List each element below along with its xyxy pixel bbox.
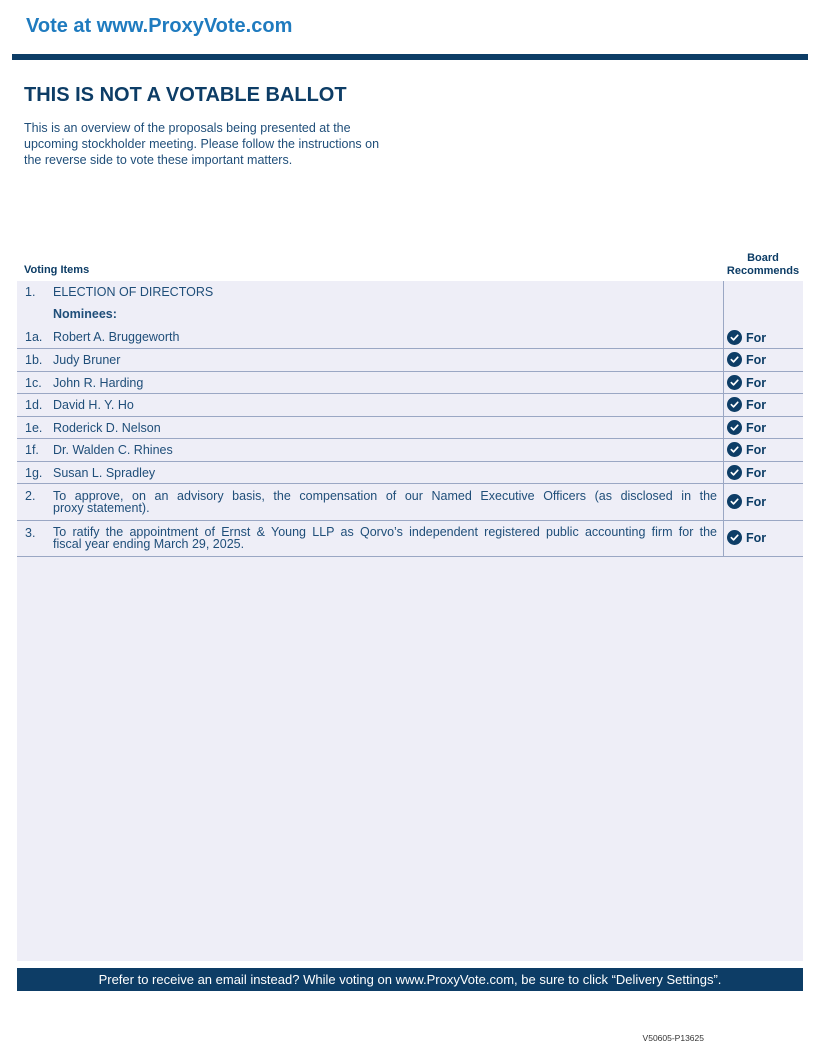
item-text: Robert A. Bruggeworth — [53, 330, 180, 344]
item-text: David H. Y. Ho — [53, 398, 134, 412]
intro-line: This is an overview of the proposals being presented at the — [24, 121, 351, 135]
header-title[interactable]: Vote at www.ProxyVote.com — [26, 15, 293, 37]
recommendation-label: For — [746, 494, 767, 509]
recommendation-label: For — [746, 530, 767, 545]
item-number: 1e. — [25, 421, 43, 435]
banner-text: Prefer to receive an email instead? While voting on www.ProxyVote.com, be sure to click “Delivery Settings”. — [98, 972, 722, 987]
page-title: THIS IS NOT A VOTABLE BALLOT — [24, 84, 347, 106]
item-text — [53, 526, 717, 550]
item-text-line: proxy statement). — [53, 501, 150, 515]
check-circle-icon — [727, 420, 742, 435]
table-row — [17, 521, 803, 557]
item-text: John R. Harding — [53, 376, 144, 390]
table-row — [17, 484, 803, 521]
check-circle-icon — [727, 530, 742, 545]
check-circle-icon — [727, 352, 742, 367]
board-recommendation — [727, 442, 766, 457]
recommendation-label: For — [746, 397, 767, 412]
item-text: Judy Bruner — [53, 353, 121, 367]
board-recommendation — [727, 330, 766, 345]
item-text-line: To approve, on an advisory basis, the compensation of our Named Executive Officers (as disclosed in the — [53, 489, 717, 503]
header-rule — [12, 54, 808, 60]
check-circle-icon — [727, 442, 742, 457]
board-recommendation — [727, 420, 766, 435]
item-number: 1f. — [25, 443, 39, 457]
item-text: Roderick D. Nelson — [53, 421, 161, 435]
board-recommendation — [727, 352, 766, 367]
footer-code: V50605-P13625 — [642, 1033, 704, 1043]
nominees-label: Nominees: — [53, 307, 117, 321]
board-recommendation — [727, 465, 766, 480]
check-circle-icon — [727, 465, 742, 480]
item-number: 1a. — [25, 330, 43, 344]
table-row — [17, 285, 803, 303]
check-circle-icon — [727, 375, 742, 390]
item-number: 1g. — [25, 466, 43, 480]
recommendation-label: For — [746, 375, 767, 390]
table-row — [17, 327, 803, 349]
item-number: 3. — [25, 526, 36, 540]
board-recommendation — [727, 397, 766, 412]
board-header-line: Recommends — [726, 265, 800, 277]
recommendation-label: For — [746, 465, 767, 480]
recommendation-label: For — [746, 330, 767, 345]
item-number: 1b. — [25, 353, 43, 367]
item-text: ELECTION OF DIRECTORS — [53, 285, 214, 299]
table-row — [17, 307, 803, 325]
item-text-line: fiscal year ending March 29, 2025. — [53, 537, 245, 551]
item-number: 1. — [25, 285, 36, 299]
intro-line: the reverse side to vote these important matters. — [24, 153, 293, 167]
item-text — [53, 490, 717, 514]
board-recommendation — [727, 375, 766, 390]
voting-items-header: Voting Items — [24, 264, 90, 276]
intro-text — [24, 120, 414, 168]
item-number: 1c. — [25, 376, 42, 390]
recommendation-label: For — [746, 420, 767, 435]
item-number: 1d. — [25, 398, 43, 412]
check-circle-icon — [727, 397, 742, 412]
table-row — [17, 349, 803, 372]
check-circle-icon — [727, 330, 742, 345]
delivery-settings-banner — [17, 968, 803, 991]
recommendation-label: For — [746, 442, 767, 457]
board-recommendation — [727, 530, 766, 545]
recommendation-label: For — [746, 352, 767, 367]
item-text: Susan L. Spradley — [53, 466, 156, 480]
item-text: Dr. Walden C. Rhines — [53, 443, 173, 457]
table-row — [17, 417, 803, 439]
table-row — [17, 394, 803, 417]
table-row — [17, 372, 803, 394]
table-row — [17, 462, 803, 484]
table-row — [17, 439, 803, 462]
board-recommends-header — [722, 252, 804, 278]
intro-line: upcoming stockholder meeting. Please follow the instructions on — [24, 137, 380, 151]
board-header-line: Board — [747, 252, 779, 264]
item-number: 2. — [25, 489, 36, 503]
check-circle-icon — [727, 494, 742, 509]
item-text-line: To ratify the appointment of Ernst & Young LLP as Qorvo’s independent registered public accounting firm for the — [53, 525, 717, 539]
board-recommendation — [727, 494, 766, 509]
